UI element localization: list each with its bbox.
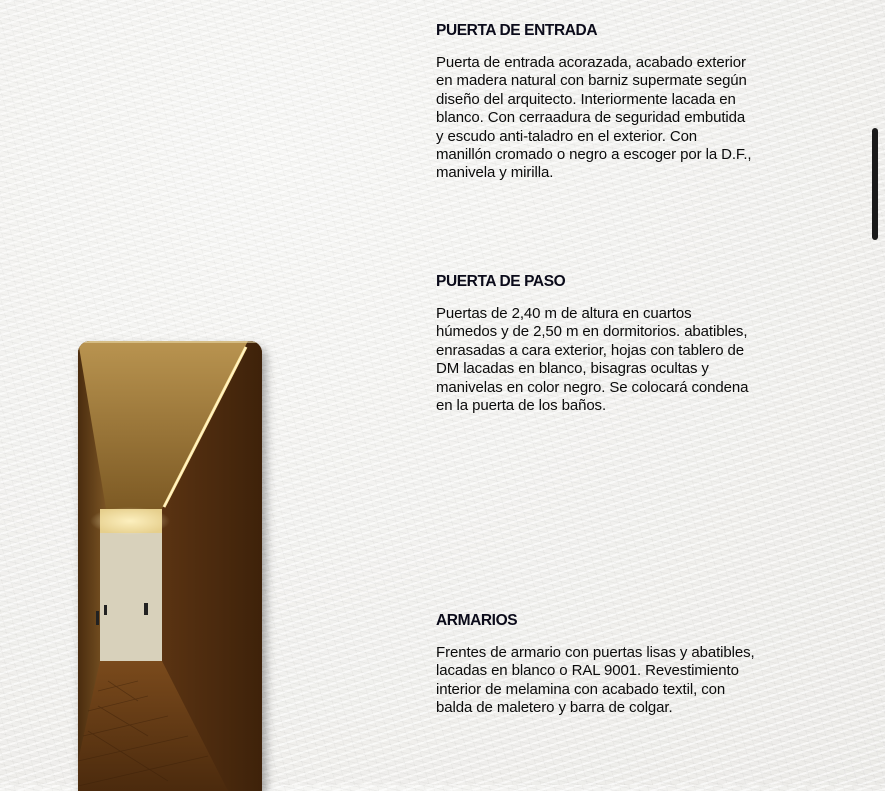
hook-fixture [144, 603, 148, 615]
scrollbar-thumb[interactable] [872, 128, 878, 240]
corridor-illustration [78, 341, 262, 791]
section-puerta-entrada [436, 22, 756, 183]
section-puerta-paso [436, 273, 756, 415]
light-glow [90, 507, 170, 535]
hook-fixture [96, 611, 99, 625]
corridor-photo [78, 341, 262, 791]
section-title-armarios: ARMARIOS [436, 612, 518, 629]
section-title-paso: PUERTA DE PASO [436, 273, 566, 290]
end-wall [100, 531, 162, 661]
section-body-armarios: Frentes de armario con puertas lisas y abatibles, lacadas en blanco o RAL 9001. Revestimiento interior de melamina con acabado textil, con balda de maletero y barra de colgar. [436, 644, 755, 717]
hook-fixture [104, 605, 107, 615]
section-body-paso: Puertas de 2,40 m de altura en cuartos húmedos y de 2,50 m en dormitorios. abatibles, enrasadas a cara exterior, hojas con tablero de DM lacadas en blanco, bisagras ocultas y manivelas en color negro. Se colocará condena en la puerta de los baños. [436, 305, 749, 415]
section-title-entrada: PUERTA DE ENTRADA [436, 22, 598, 39]
section-armarios [436, 612, 756, 718]
section-body-entrada: Puerta de entrada acorazada, acabado exterior en madera natural con barniz supermate según diseño del arquitecto. Interiormente lacada en blanco. Con cerraadura de seguridad embutida y escudo anti-taladro en el exterior. Con manillón cromado o negro a escoger por la D.F., manivela y mirilla. [436, 54, 752, 182]
